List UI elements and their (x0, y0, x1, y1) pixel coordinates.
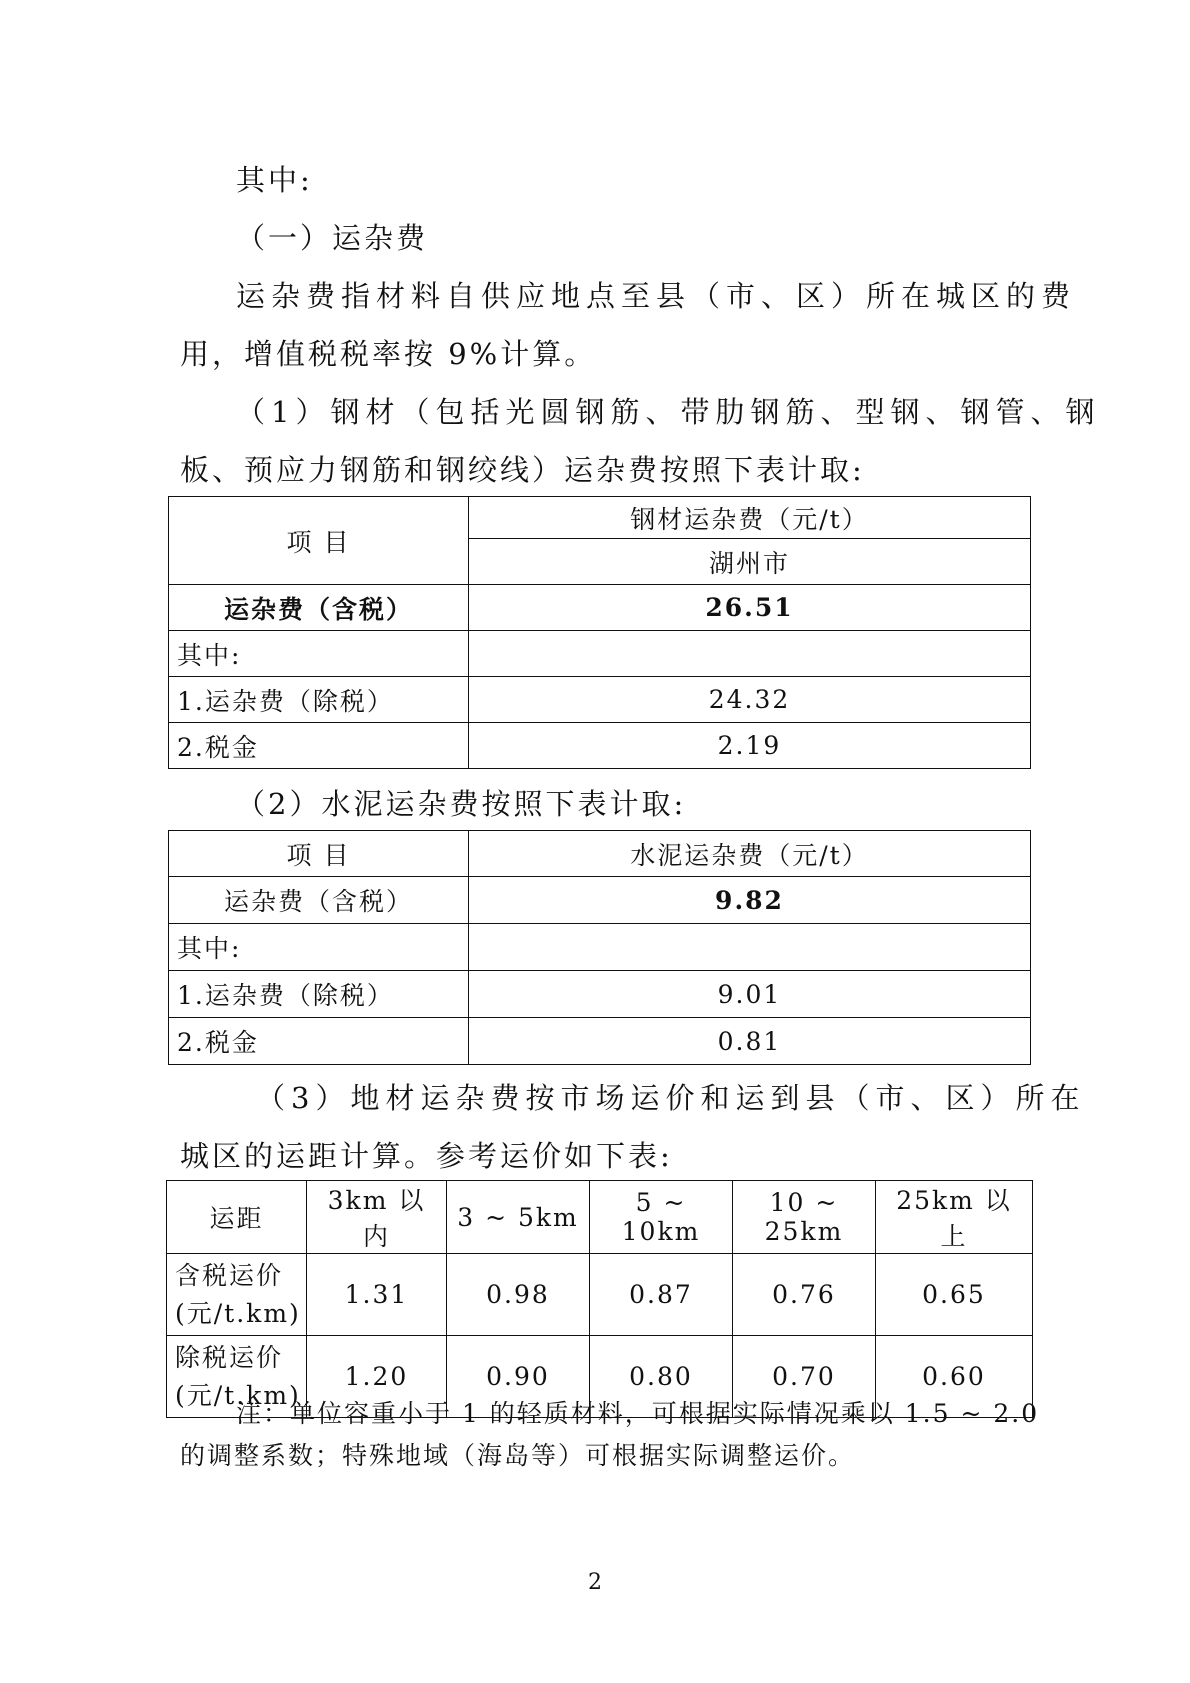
row-label-unit: (元/t.km) (175, 1380, 301, 1410)
distance-rate-table (166, 1180, 1033, 1418)
note-line: 注：单位容重小于 1 的轻质材料，可根据实际情况乘以 1.5 ~ 2.0 (236, 1399, 1040, 1428)
header-cell: 运距 (167, 1181, 307, 1254)
paragraph-line: （2）水泥运杂费按照下表计取: (236, 787, 687, 821)
rate-cell: 0.87 (590, 1254, 733, 1336)
paragraph-line: 城区的运距计算。参考运价如下表: (180, 1139, 673, 1173)
header-item: 项 目 (169, 497, 469, 585)
paragraph-line: （3）地材运杂费按市场运价和运到县（市、区）所在 (256, 1081, 1086, 1115)
row-label: 运杂费（含税） (169, 877, 469, 924)
row-value: 2.19 (469, 723, 1031, 769)
header-cell: 25km 以上 (876, 1181, 1033, 1254)
row-value (469, 924, 1031, 971)
rate-cell: 0.70 (733, 1336, 876, 1418)
note-line: 的调整系数；特殊地域（海岛等）可根据实际调整运价。 (180, 1441, 856, 1470)
header-cell: 5 ~ 10km (590, 1181, 733, 1254)
row-label-line: 含税运价 (175, 1260, 284, 1290)
header-fee: 钢材运杂费（元/t） (469, 497, 1031, 539)
rate-cell: 0.65 (876, 1254, 1033, 1336)
rate-cell: 0.80 (590, 1336, 733, 1418)
row-value: 24.32 (469, 677, 1031, 723)
section-title: （一）运杂费 (236, 221, 429, 255)
row-value: 0.81 (469, 1018, 1031, 1065)
header-fee: 水泥运杂费（元/t） (469, 831, 1031, 877)
row-value: 26.51 (469, 585, 1031, 631)
row-label-unit: (元/t.km) (175, 1298, 301, 1328)
paragraph-line: 板、预应力钢筋和钢绞线）运杂费按照下表计取: (180, 453, 865, 487)
steel-fee-table (168, 496, 1031, 769)
row-label: 1.运杂费（除税） (169, 971, 469, 1018)
row-label: 其中: (169, 924, 469, 971)
heading-qizhong: 其中: (236, 163, 313, 197)
row-value: 9.82 (469, 877, 1031, 924)
paragraph-line: 运杂费指材料自供应地点至县（市、区）所在城区的费 (236, 279, 1077, 313)
row-value: 9.01 (469, 971, 1031, 1018)
header-item: 项 目 (169, 831, 469, 877)
row-label: 2.税金 (169, 723, 469, 769)
rate-cell: 1.20 (307, 1336, 447, 1418)
header-cell: 10 ~ 25km (733, 1181, 876, 1254)
header-cell: 3km 以内 (307, 1181, 447, 1254)
row-label-line: 除税运价 (175, 1342, 284, 1372)
rate-cell: 0.76 (733, 1254, 876, 1336)
row-label (167, 1254, 307, 1336)
paragraph-line: 用，增值税税率按 9%计算。 (180, 337, 597, 371)
rate-cell: 0.90 (447, 1336, 590, 1418)
row-label: 1.运杂费（除税） (169, 677, 469, 723)
row-label: 运杂费（含税） (169, 585, 469, 631)
header-cell: 3 ~ 5km (447, 1181, 590, 1254)
rate-cell: 0.98 (447, 1254, 590, 1336)
row-label: 2.税金 (169, 1018, 469, 1065)
cement-fee-table (168, 830, 1031, 1065)
paragraph-line: （1）钢材（包括光圆钢筋、带肋钢筋、型钢、钢管、钢 (236, 395, 1101, 429)
rate-cell: 0.60 (876, 1336, 1033, 1418)
rate-cell: 1.31 (307, 1254, 447, 1336)
row-label: 其中: (169, 631, 469, 677)
page-number: 2 (588, 1570, 602, 1595)
header-city: 湖州市 (469, 539, 1031, 585)
row-value (469, 631, 1031, 677)
